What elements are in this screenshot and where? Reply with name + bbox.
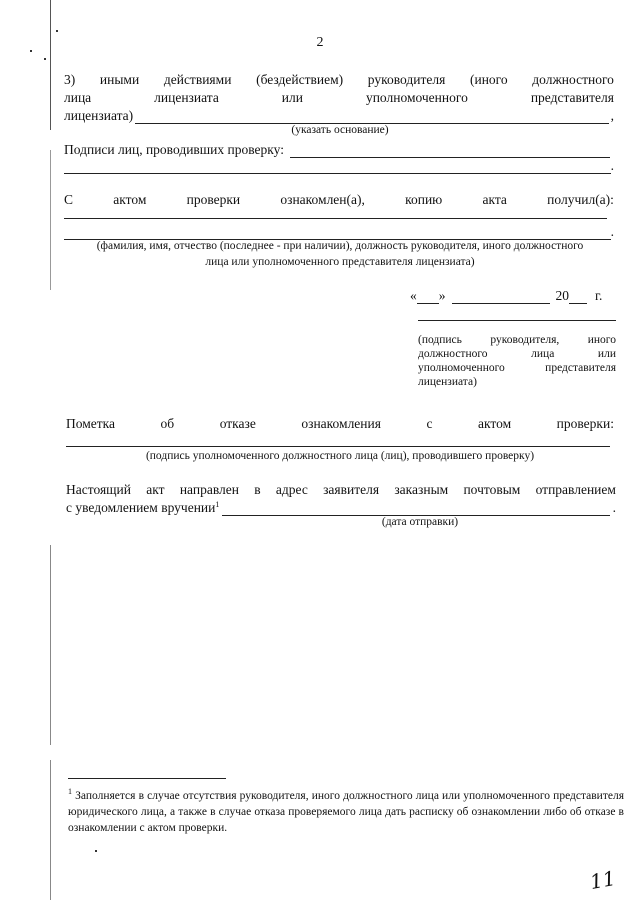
word: представителя xyxy=(530,90,614,105)
signatures-field-2[interactable] xyxy=(64,161,611,174)
refusal-field[interactable] xyxy=(66,446,610,447)
sent-prefix: с уведомлением вручении xyxy=(66,500,216,515)
month-field[interactable] xyxy=(452,291,550,304)
scan-margin-line xyxy=(50,150,51,290)
word: в xyxy=(254,482,261,497)
word: актом xyxy=(478,416,512,431)
signatures-row xyxy=(64,142,610,158)
word: иного xyxy=(587,334,616,346)
signatures-end: . xyxy=(610,158,614,173)
handwritten-page-number: 11 xyxy=(588,865,618,895)
year-field[interactable] xyxy=(569,291,587,304)
word: актом xyxy=(113,192,147,207)
signatures-row-2 xyxy=(64,158,614,174)
acquainted-end: . xyxy=(610,224,614,239)
word: направлен xyxy=(179,482,239,497)
sig-caption-line2 xyxy=(418,348,616,360)
word: получил(а): xyxy=(547,192,614,207)
word: или xyxy=(281,90,303,105)
word: уполномоченного xyxy=(365,90,468,105)
word: копию xyxy=(405,192,443,207)
date-row xyxy=(410,288,616,304)
word: или xyxy=(597,348,616,360)
acquainted-field-2[interactable] xyxy=(64,227,611,240)
scan-margin-line xyxy=(50,545,51,745)
word: адрес xyxy=(275,482,308,497)
page-number: 2 xyxy=(316,35,324,50)
word: (подпись xyxy=(418,334,462,346)
word: отправлением xyxy=(535,482,616,497)
sent-line2 xyxy=(66,500,616,516)
signatures-label: Подписи лиц, проводивших проверку: xyxy=(64,142,284,157)
footnote-rule xyxy=(68,778,226,779)
footnote-text: Заполняется в случае отсутствия руководителя, иного должностного лица или уполномоченного представителя юридического лица, а также в случае отказа проверяемого лица дать расписку об ознакомлении либо об отказе в ознакомлении с актом проверки. xyxy=(68,789,624,834)
word: Пометка xyxy=(66,416,116,431)
acquainted-field-1[interactable] xyxy=(64,218,607,219)
word: должностного xyxy=(532,72,614,87)
word: (бездействием) xyxy=(256,72,344,87)
section3-line3 xyxy=(64,108,614,124)
word: акта xyxy=(482,192,507,207)
word: действиями xyxy=(163,72,232,87)
word: представителя xyxy=(545,362,616,374)
scan-speck xyxy=(44,58,46,60)
word: заявителя xyxy=(323,482,380,497)
section3-line2 xyxy=(64,90,614,106)
word: должностного xyxy=(418,348,488,360)
scan-speck xyxy=(95,850,97,852)
footnote-ref: 1 xyxy=(215,500,220,509)
word: ознакомления xyxy=(301,416,381,431)
basis-field[interactable] xyxy=(135,111,608,124)
scan-margin-line xyxy=(50,0,51,130)
footnote xyxy=(68,784,624,836)
section3-prefix: лицензиата) xyxy=(64,108,134,123)
scan-margin-line xyxy=(50,760,51,900)
word: об xyxy=(160,416,175,431)
sent-end: . xyxy=(612,500,616,515)
word: иными xyxy=(99,72,140,87)
refusal-caption: (подпись уполномоченного должностного лица (лиц), проводившего проверку) xyxy=(145,450,535,462)
scan-speck xyxy=(56,30,58,32)
word: лица xyxy=(531,348,555,360)
word: 3) xyxy=(64,72,76,87)
sig-caption-line1 xyxy=(418,334,616,346)
word: руководителя xyxy=(367,72,446,87)
word: уполномоченного xyxy=(418,362,505,374)
date-open-quote: « xyxy=(410,288,417,303)
word: заказным xyxy=(394,482,449,497)
refusal-line xyxy=(66,416,614,432)
word: ознакомлен(а), xyxy=(280,192,365,207)
send-date-field[interactable] xyxy=(222,503,609,516)
send-date-caption: (дата отправки) xyxy=(381,516,459,528)
year-prefix: 20 xyxy=(555,288,569,303)
word: почтовым xyxy=(463,482,521,497)
acquainted-caption-2: лица или уполномоченного представителя лицензиата) xyxy=(205,256,475,268)
acquainted-line xyxy=(64,192,614,208)
signatures-field[interactable] xyxy=(290,145,610,158)
word: (иного xyxy=(469,72,508,87)
section3-line1 xyxy=(64,72,614,88)
sig-caption-line4: лицензиата) xyxy=(418,376,477,388)
footnote-mark: 1 xyxy=(68,787,72,796)
word: проверки xyxy=(186,192,241,207)
word: проверки: xyxy=(556,416,614,431)
acquainted-caption-1: (фамилия, имя, отчество (последнее - при наличии), должность руководителя, иного должностного xyxy=(96,240,584,252)
date-close-quote: » xyxy=(438,288,446,303)
day-field[interactable] xyxy=(417,291,439,304)
word: лицензиата xyxy=(154,90,219,105)
sig-caption-line3 xyxy=(418,362,616,374)
acquainted-row-2 xyxy=(64,224,614,240)
sent-line1 xyxy=(66,482,616,498)
word: отказе xyxy=(219,416,256,431)
basis-caption: (указать основание) xyxy=(291,124,389,136)
word: С xyxy=(64,192,74,207)
head-signature-field[interactable] xyxy=(418,320,616,321)
year-suffix: г. xyxy=(595,288,603,303)
word: акт xyxy=(146,482,165,497)
word: с xyxy=(426,416,433,431)
word: руководителя, xyxy=(490,334,560,346)
word: Настоящий xyxy=(66,482,132,497)
word: лица xyxy=(64,90,92,105)
section3-end: , xyxy=(610,108,614,123)
